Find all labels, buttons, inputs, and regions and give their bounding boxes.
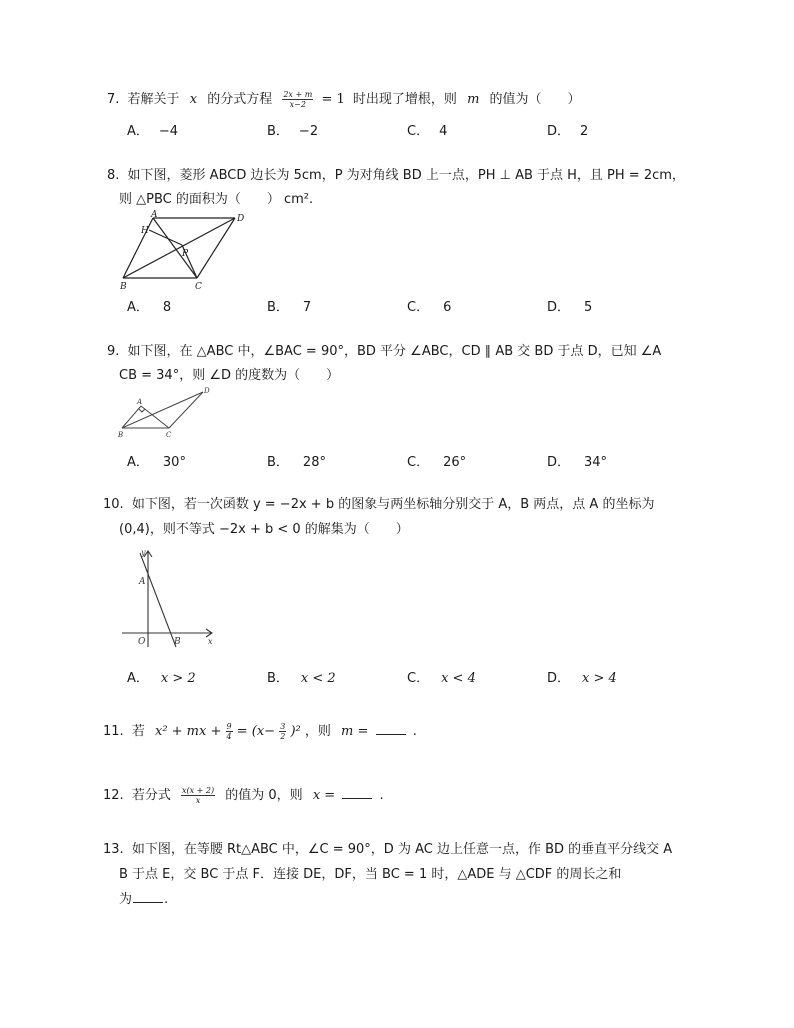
question-number: 12. xyxy=(103,788,124,803)
option-a[interactable]: A． 30° xyxy=(127,455,186,470)
option-b[interactable]: B． x < 2 xyxy=(267,671,336,686)
triangle-figure xyxy=(115,384,215,440)
question-10-line-2: (0,4)，则不等式 −2x + b < 0 的解集为（ ） xyxy=(119,522,409,537)
question-7-stem: 7. 若解关于 x 的分式方程 $\frac{2x + m}{x-2}$ = 1 时出现了增根，则 m 的值为（ ） xyxy=(107,90,581,109)
question-number: 13. xyxy=(103,842,124,857)
label-o: O xyxy=(138,637,146,647)
option-c[interactable]: C． 26° xyxy=(407,455,467,470)
option-d[interactable]: D． 2 xyxy=(547,124,589,139)
option-b[interactable]: B． −2 xyxy=(267,124,319,139)
option-d[interactable]: D． 5 xyxy=(547,300,593,315)
option-a[interactable]: A． x > 2 xyxy=(127,671,196,686)
question-9-line-2: CB = 34°，则 ∠D 的度数为（ ） xyxy=(119,368,340,383)
label-c: C xyxy=(166,431,172,439)
option-c[interactable]: C． 6 xyxy=(407,300,452,315)
option-c[interactable]: C． 4 xyxy=(407,124,448,139)
question-12-stem: 12. 若分式 $\frac{x(x + 2)}{x}$ 的值为 0，则 x = . xyxy=(103,786,384,805)
label-a: A xyxy=(139,577,146,587)
question-number: 10. xyxy=(103,497,124,512)
option-c[interactable]: C． x < 4 xyxy=(407,671,476,686)
answer-blank[interactable] xyxy=(133,892,163,903)
label-p: P xyxy=(182,249,189,259)
equation-fraction: $\frac{2x + m}{x-2}$ xyxy=(283,90,313,109)
question-13-line-1: 13. 如下图，在等腰 Rt△ABC 中，∠C = 90°，D 为 AC 边上任意一点，作 BD 的垂直平分线交 A xyxy=(103,842,673,857)
question-number: 7. xyxy=(107,92,120,107)
label-x: x xyxy=(208,637,213,646)
option-b[interactable]: B． 28° xyxy=(267,455,326,470)
label-b: B xyxy=(174,637,181,647)
label-b: B xyxy=(118,431,124,439)
question-11-stem: 11. 若 x² + mx + $\frac{9}{4}$ = (x− $\frac{3}{2}$ )² ，则 m = . xyxy=(103,722,417,741)
answer-blank[interactable] xyxy=(342,788,372,799)
option-d[interactable]: D． x > 4 xyxy=(547,671,617,686)
question-10-line-1: 10. 如下图，若一次函数 y = −2x + b 的图象与两坐标轴分别交于 A，B 两点，点 A 的坐标为 xyxy=(103,497,655,512)
question-8-line-1: 8. 如下图，菱形 ABCD 边长为 5cm，P 为对角线 BD 上一点，PH ⊥ AB 于点 H，且 PH = 2cm， xyxy=(107,168,685,183)
question-number: 11. xyxy=(103,724,124,739)
question-13-line-3: 为 . xyxy=(119,892,169,907)
question-9-line-1: 9. 如下图，在 △ABC 中，∠BAC = 90°，BD 平分 ∠ABC，CD ∥ AB 交 BD 于点 D，已知 ∠A xyxy=(107,344,662,359)
question-number: 9. xyxy=(107,344,120,359)
label-b: B xyxy=(120,282,127,292)
option-b[interactable]: B． 7 xyxy=(267,300,312,315)
label-d: D xyxy=(204,387,210,395)
option-a[interactable]: A． −4 xyxy=(127,124,179,139)
question-number: 8. xyxy=(107,168,120,183)
answer-blank[interactable] xyxy=(376,724,406,735)
question-13-line-2: B 于点 E，交 BC 于点 F．连接 DE，DF，当 BC = 1 时，△ADE 与 △CDF 的周长之和 xyxy=(119,867,622,882)
rhombus-figure xyxy=(115,208,255,292)
option-a[interactable]: A． 8 xyxy=(127,300,172,315)
label-h: H xyxy=(141,226,149,236)
label-d: D xyxy=(237,214,245,224)
question-8-line-2: 则 △PBC 的面积为（ ） cm². xyxy=(119,192,314,207)
label-a: A xyxy=(137,398,143,406)
label-c: C xyxy=(195,282,202,292)
option-d[interactable]: D． 34° xyxy=(547,455,608,470)
label-a: A xyxy=(151,210,158,220)
label-y: y xyxy=(141,548,146,557)
linear-function-graph xyxy=(118,545,222,649)
